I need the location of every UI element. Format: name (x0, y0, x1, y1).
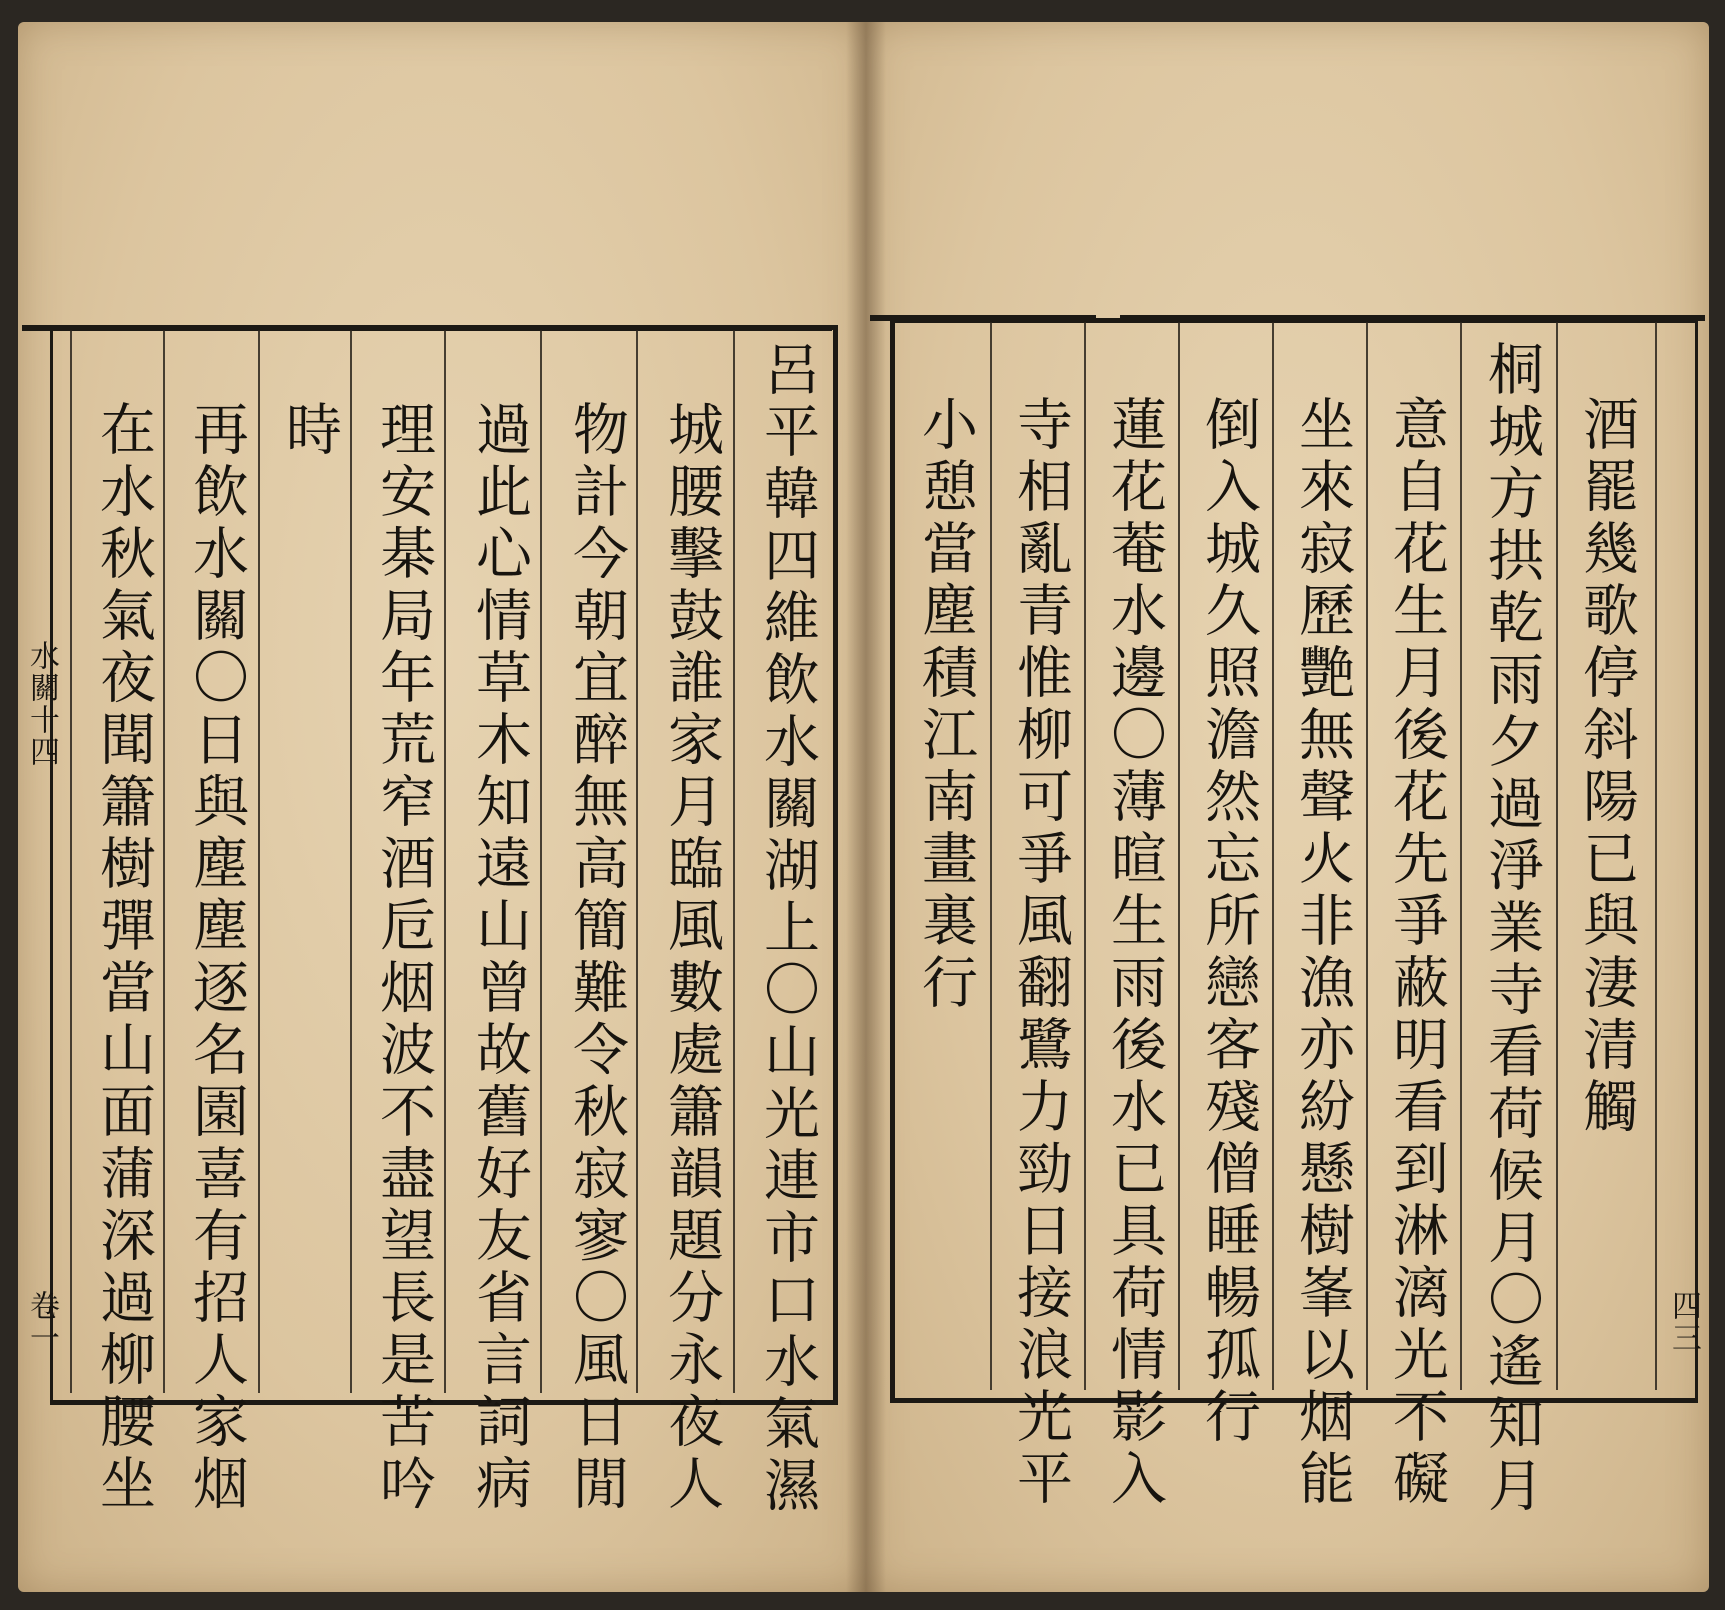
book-gutter (846, 22, 886, 1592)
left-column-1: 呂平韓四維飲水關湖上〇山光連市口水氣濕 (755, 340, 820, 1518)
margin-page-number: 四三 (1666, 1290, 1701, 1354)
right-column-4: 坐來寂歷艷無聲火非漁亦紛懸樹峯以烟能 (1290, 395, 1355, 1511)
column-divider (990, 322, 992, 1390)
right-column-8: 小憩當塵積江南畫裏行 (913, 395, 978, 1015)
column-divider (1084, 322, 1086, 1390)
right-top-rule-a (870, 315, 1096, 321)
right-column-3: 意自花生月後花先爭蔽明看到淋漓光不礙 (1384, 395, 1449, 1511)
right-column-1: 酒罷幾歌停斜陽已與淒清觸 (1574, 395, 1639, 1139)
left-column-6: 時 (277, 400, 342, 462)
column-divider (1272, 322, 1274, 1390)
column-divider (1556, 322, 1558, 1390)
column-divider (636, 330, 638, 1393)
column-divider (540, 330, 542, 1393)
right-column-7: 寺相亂青惟柳可爭風翻鷺力勁日接浪光平 (1008, 395, 1073, 1511)
right-top-rule-b (1120, 315, 1705, 321)
column-divider (1655, 322, 1657, 1390)
left-column-5: 理安棊局年荒窄酒卮烟波不盡望長是苦吟 (371, 400, 436, 1516)
column-divider (733, 330, 735, 1393)
right-column-6: 蓮花菴水邊〇薄暄生雨後水已具荷情影入 (1102, 395, 1167, 1511)
left-column-8: 在水秋氣夜聞簫樹彈當山面蒲深過柳腰坐 (91, 400, 156, 1516)
left-column-7: 再飲水關〇日與塵塵逐名園喜有招人家烟 (184, 400, 249, 1516)
column-divider (350, 330, 352, 1393)
left-top-rule (22, 325, 832, 331)
margin-volume: 卷一 (24, 1290, 59, 1354)
column-divider (163, 330, 165, 1393)
column-divider (258, 330, 260, 1393)
column-divider (70, 330, 72, 1393)
column-divider (1178, 322, 1180, 1390)
left-column-4: 過此心情草木知遠山曾故舊好友省言詞病 (467, 400, 532, 1516)
column-divider (444, 330, 446, 1393)
column-divider (1366, 322, 1368, 1390)
column-divider (1460, 322, 1462, 1390)
right-column-5: 倒入城久照澹然忘所戀客殘僧睡暢孤行 (1196, 395, 1261, 1449)
margin-title: 水關十四 (24, 640, 59, 768)
left-column-3: 物計今朝宜醉無高簡難令秋寂寥〇風日閒 (564, 400, 629, 1516)
left-column-2: 城腰擊鼓誰家月臨風數處簫韻題分永夜人 (659, 400, 724, 1516)
right-column-2: 桐城方拱乾雨夕過淨業寺看荷候月〇遙知月 (1479, 340, 1544, 1518)
